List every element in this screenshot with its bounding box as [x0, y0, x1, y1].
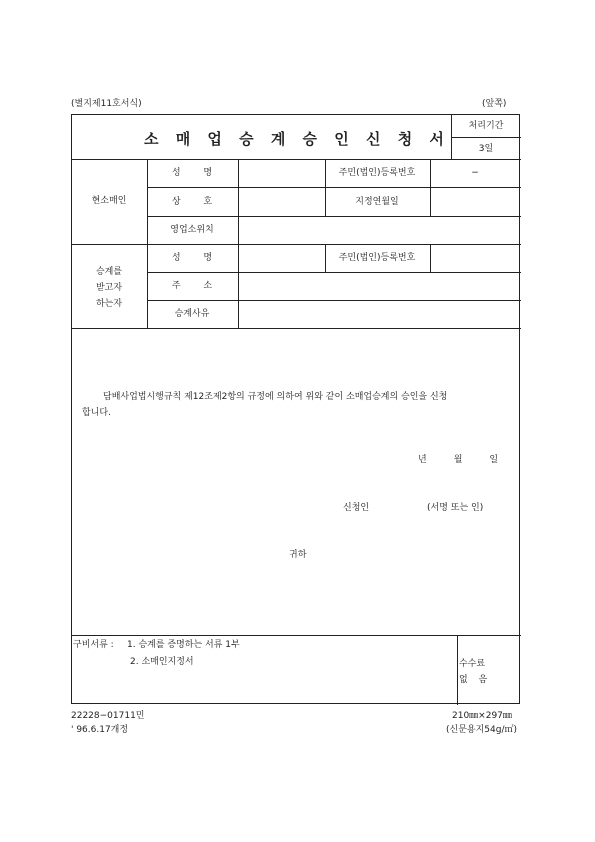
successor-label — [96, 264, 122, 312]
processing-period-value: 3일 — [478, 144, 494, 154]
signature-note: (서명 또는 인) — [427, 503, 484, 513]
business-location-label: 영업소위치 — [170, 225, 214, 235]
paper-type: (신문용지54g/㎡) — [446, 725, 517, 735]
succession-reason-label: 승계사유 — [174, 309, 210, 319]
form-number: (별지제11호서식) — [71, 99, 142, 109]
required-document-item: 1. 승계를 증명하는 서류 1부 — [127, 640, 240, 650]
applicant-label: 신청인 — [343, 503, 370, 513]
divider — [72, 328, 521, 329]
divider — [457, 635, 458, 705]
divider — [72, 635, 521, 636]
current-retailer-label: 현소매인 — [91, 196, 127, 206]
divider — [147, 272, 521, 273]
divider — [72, 244, 521, 245]
divider — [72, 159, 521, 160]
application-form — [71, 114, 520, 704]
successor-registration-number-label: 주민(법인)등록번호 — [338, 253, 416, 263]
registration-number-separator: − — [471, 168, 479, 178]
trade-name-label: 상 호 — [171, 197, 213, 207]
page-side-label: (앞쪽) — [482, 99, 507, 109]
divider — [147, 159, 148, 328]
fee-value: 없 음 — [459, 675, 488, 685]
designation-date-label: 지정연월일 — [355, 197, 399, 207]
registration-number-label: 주민(법인)등록번호 — [338, 168, 416, 178]
divider — [430, 159, 431, 216]
successor-label-line: 승계를 — [95, 267, 123, 277]
name-label: 성 명 — [171, 168, 213, 178]
divider — [238, 159, 239, 328]
divider — [430, 244, 431, 272]
application-text-continued: 합니다. — [82, 408, 111, 418]
paper-size: 210㎜×297㎜ — [452, 711, 512, 721]
divider — [147, 300, 521, 301]
successor-label-line: 받고자 — [95, 283, 123, 293]
date-line: 년 월 일 — [418, 455, 499, 465]
successor-name-label: 성 명 — [171, 253, 213, 263]
divider — [451, 115, 452, 159]
fee-label: 수수료 — [459, 659, 486, 669]
divider — [451, 137, 521, 138]
form-title: 소 매 업 승 계 승 인 신 청 서 — [144, 130, 450, 148]
divider — [325, 244, 326, 272]
required-document-item: 2. 소매인지정서 — [130, 657, 194, 667]
revision-date: ' 96.6.17개정 — [71, 725, 129, 735]
form-code: 22228−01711민 — [71, 711, 145, 721]
processing-period-label: 처리기간 — [468, 121, 504, 131]
required-documents-label: 구비서류 : — [73, 640, 114, 650]
divider — [325, 159, 326, 216]
addressee: 귀하 — [289, 550, 307, 560]
application-text: 담배사업법시행규칙 제12조제2항의 규정에 의하여 위와 같이 소매업승계의 승인을 신청 — [103, 392, 448, 402]
divider — [147, 216, 521, 217]
successor-address-label: 주 소 — [171, 281, 213, 291]
successor-label-line: 하는자 — [95, 299, 123, 309]
divider — [147, 187, 521, 188]
